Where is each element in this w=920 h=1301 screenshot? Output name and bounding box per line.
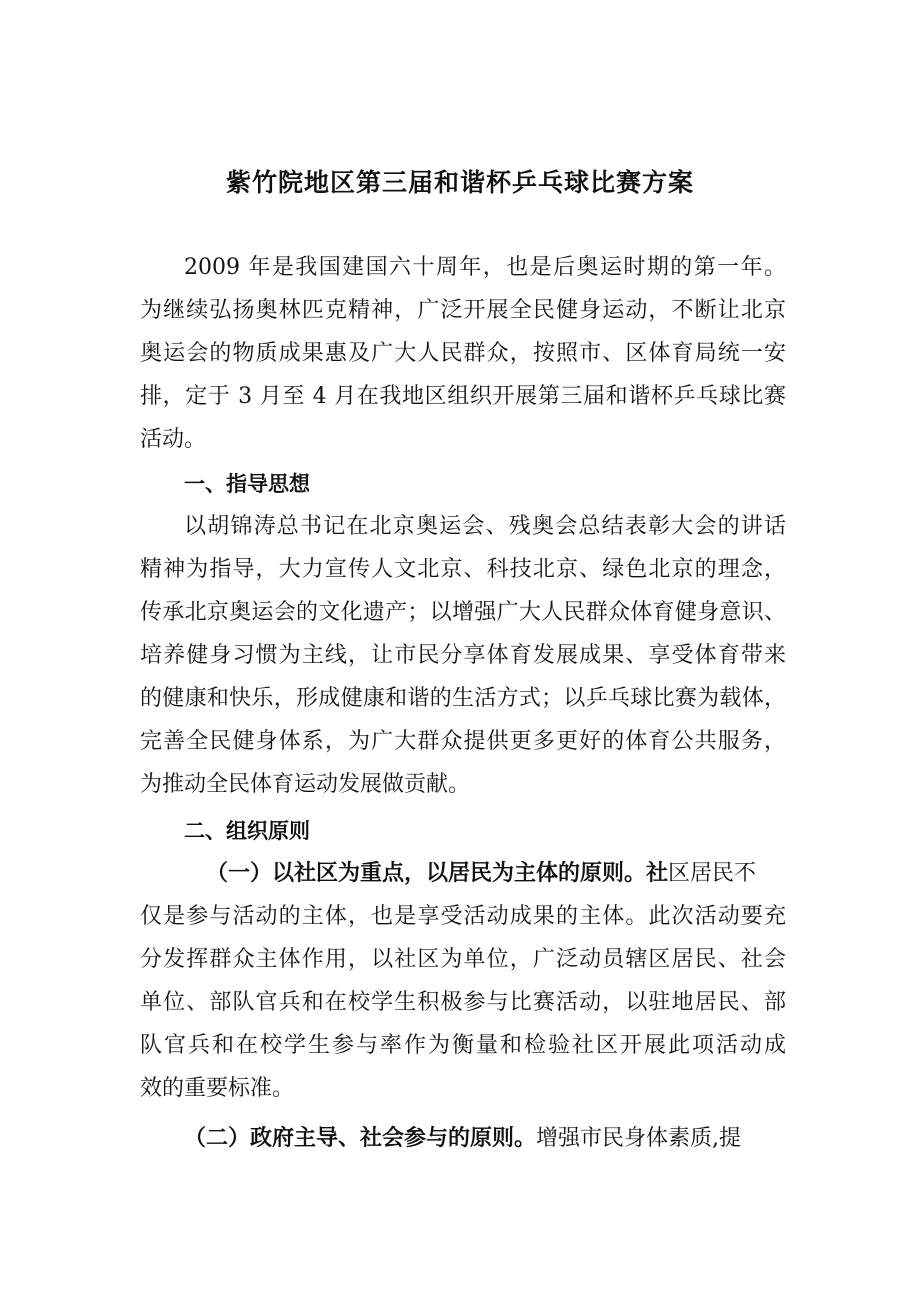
section1-line-2: 精神为指导，大力宣传人文北京、科技北京、绿色北京的理念，: [140, 557, 786, 582]
principle1-line-5: 队官兵和在校学生参与率作为衡量和检验社区开展此项活动成: [140, 1033, 786, 1058]
principle2-bold: （二）政府主导、社会参与的原则。: [184, 1126, 537, 1151]
principle1-line-3: 分发挥群众主体作用，以社区为单位，广泛动员辖区居民、社会: [140, 947, 786, 972]
principle2-rest: 增强市民身体素质,提: [536, 1126, 742, 1151]
section1-line-4: 培养健身习惯为主线，让市民分享体育发展成果、享受体育带来: [140, 643, 786, 668]
section1-line-6: 完善全民健身体系，为广大群众提供更多更好的体育公共服务，: [140, 729, 786, 754]
principle1-first-line: [206, 855, 786, 893]
intro-line-1: 2009 年是我国建国六十周年，也是后奥运时期的第一年。: [184, 255, 786, 280]
document-title: 紫竹院地区第三届和谐杯乒乓球比赛方案: [225, 168, 694, 197]
principle1-line-4: 单位、部队官兵和在校学生积极参与比赛活动，以驻地居民、部: [140, 990, 786, 1015]
intro-line-2: 为继续弘扬奥林匹克精神，广泛开展全民健身运动，不断让北京: [140, 298, 786, 323]
section1-line-1: 以胡锦涛总书记在北京奥运会、残奥会总结表彰大会的讲话: [184, 514, 786, 539]
principle1-line-6: 效的重要标准。: [140, 1076, 295, 1101]
principle1-rest: 区居民不: [668, 861, 757, 886]
principle1-line-2: 仅是参与活动的主体，也是享受活动成果的主体。此次活动要充: [140, 904, 786, 929]
section1-line-3: 传承北京奥运会的文化遗产；以增强广大人民群众体育健身意识、: [140, 600, 786, 625]
principle1-bold: （一）以社区为重点，以居民为主体的原则。社: [206, 861, 669, 886]
section-heading-principles: 二、组织原则: [184, 819, 310, 843]
intro-line-5: 活动。: [140, 427, 207, 452]
section-heading-guiding: 一、指导思想: [184, 472, 310, 496]
intro-line-3: 奥运会的物质成果惠及广大人民群众，按照市、区体育局统一安: [140, 341, 786, 366]
section1-line-7: 为推动全民体育运动发展做贡献。: [140, 772, 471, 797]
principle2-first-line: [184, 1120, 786, 1158]
intro-line-4: 排，定于 3 月至 4 月在我地区组织开展第三届和谐杯乒乓球比赛: [140, 384, 786, 409]
section1-line-5: 的健康和快乐，形成健康和谐的生活方式；以乒乓球比赛为载体，: [140, 686, 786, 711]
